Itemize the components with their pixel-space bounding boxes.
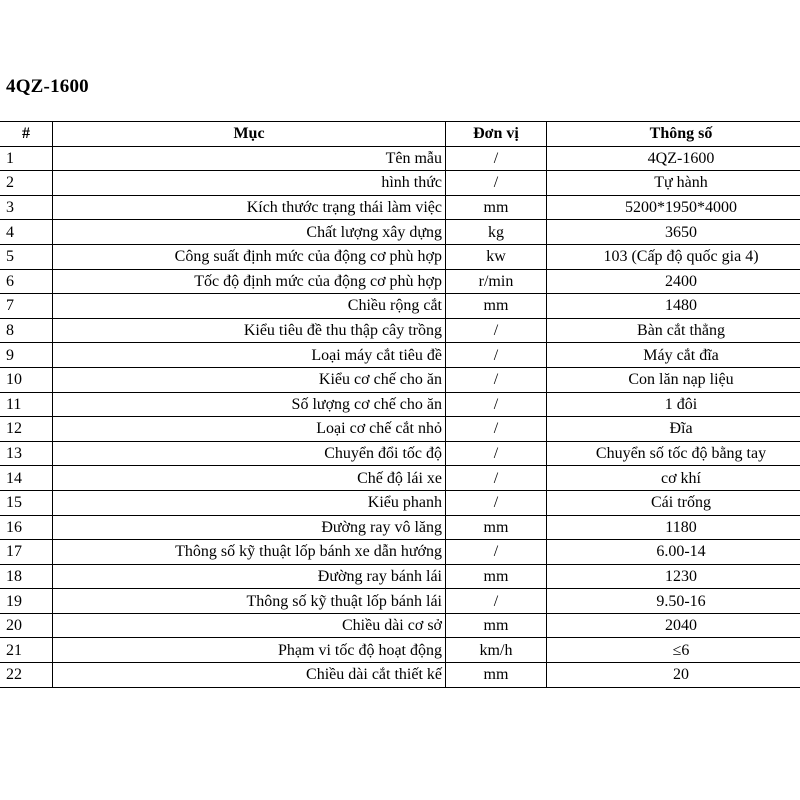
row-index: 2 [0, 171, 53, 196]
table-row [0, 171, 800, 196]
row-index: 22 [0, 663, 53, 688]
row-unit: / [446, 540, 547, 565]
row-unit: / [446, 589, 547, 614]
table-row [0, 490, 800, 515]
row-unit: / [446, 490, 547, 515]
row-unit: kg [446, 220, 547, 245]
row-index: 5 [0, 244, 53, 269]
table-row [0, 343, 800, 368]
row-item: Công suất định mức của động cơ phù hợp [53, 244, 446, 269]
spec-table [0, 121, 800, 688]
row-value: ≤6 [547, 638, 800, 663]
row-unit: mm [446, 294, 547, 319]
row-item: Chế độ lái xe [53, 466, 446, 491]
row-index: 14 [0, 466, 53, 491]
row-unit: / [446, 171, 547, 196]
row-item: hình thức [53, 171, 446, 196]
row-value: Con lăn nạp liệu [547, 367, 800, 392]
row-item: Tốc độ định mức của động cơ phù hợp [53, 269, 446, 294]
row-value: 5200*1950*4000 [547, 195, 800, 220]
row-index: 1 [0, 146, 53, 171]
table-row [0, 638, 800, 663]
table-row [0, 515, 800, 540]
row-index: 16 [0, 515, 53, 540]
row-unit: mm [446, 613, 547, 638]
row-value: 1 đôi [547, 392, 800, 417]
row-value: Bàn cắt thẳng [547, 318, 800, 343]
row-index: 8 [0, 318, 53, 343]
row-value: 4QZ-1600 [547, 146, 800, 171]
table-row [0, 663, 800, 688]
row-item: Chất lượng xây dựng [53, 220, 446, 245]
row-item: Đường ray bánh lái [53, 564, 446, 589]
row-item: Chiều dài cắt thiết kế [53, 663, 446, 688]
row-value: 2400 [547, 269, 800, 294]
table-row [0, 392, 800, 417]
row-index: 6 [0, 269, 53, 294]
row-unit: mm [446, 564, 547, 589]
row-item: Kích thước trạng thái làm việc [53, 195, 446, 220]
row-value: 20 [547, 663, 800, 688]
row-index: 3 [0, 195, 53, 220]
row-item: Số lượng cơ chế cho ăn [53, 392, 446, 417]
row-unit: / [446, 367, 547, 392]
row-unit: mm [446, 195, 547, 220]
table-row [0, 195, 800, 220]
row-unit: km/h [446, 638, 547, 663]
row-value: 103 (Cấp độ quốc gia 4) [547, 244, 800, 269]
row-unit: / [446, 392, 547, 417]
row-value: 2040 [547, 613, 800, 638]
row-item: Thông số kỹ thuật lốp bánh lái [53, 589, 446, 614]
row-item: Kiểu tiêu đề thu thập cây trồng [53, 318, 446, 343]
row-unit: / [446, 146, 547, 171]
row-index: 15 [0, 490, 53, 515]
row-index: 7 [0, 294, 53, 319]
row-item: Đường ray vô lăng [53, 515, 446, 540]
row-value: Đĩa [547, 417, 800, 442]
row-item: Loại cơ chế cắt nhỏ [53, 417, 446, 442]
row-value: Chuyển số tốc độ bằng tay [547, 441, 800, 466]
row-value: Máy cắt đĩa [547, 343, 800, 368]
row-item: Phạm vi tốc độ hoạt động [53, 638, 446, 663]
row-index: 19 [0, 589, 53, 614]
row-item: Tên mẫu [53, 146, 446, 171]
row-index: 10 [0, 367, 53, 392]
header-value: Thông số [547, 122, 800, 147]
row-value: Cái trống [547, 490, 800, 515]
row-index: 13 [0, 441, 53, 466]
row-unit: kw [446, 244, 547, 269]
row-unit: / [446, 417, 547, 442]
table-body [0, 146, 800, 687]
row-index: 9 [0, 343, 53, 368]
row-item: Kiểu cơ chế cho ăn [53, 367, 446, 392]
table-row [0, 146, 800, 171]
row-item: Chiều rộng cắt [53, 294, 446, 319]
row-value: Tự hành [547, 171, 800, 196]
row-unit: / [446, 441, 547, 466]
table-row [0, 441, 800, 466]
row-value: cơ khí [547, 466, 800, 491]
table-row [0, 466, 800, 491]
row-value: 3650 [547, 220, 800, 245]
row-unit: mm [446, 515, 547, 540]
row-unit: r/min [446, 269, 547, 294]
table-row [0, 613, 800, 638]
table-row [0, 244, 800, 269]
row-index: 18 [0, 564, 53, 589]
table-header-row [0, 122, 800, 147]
row-unit: / [446, 318, 547, 343]
table-row [0, 269, 800, 294]
table-row [0, 589, 800, 614]
header-unit: Đơn vị [446, 122, 547, 147]
row-index: 20 [0, 613, 53, 638]
header-item: Mục [53, 122, 446, 147]
table-row [0, 294, 800, 319]
row-value: 1180 [547, 515, 800, 540]
row-index: 17 [0, 540, 53, 565]
row-value: 6.00-14 [547, 540, 800, 565]
row-item: Loại máy cắt tiêu đề [53, 343, 446, 368]
table-row [0, 540, 800, 565]
header-index: # [0, 122, 53, 147]
row-item: Chiều dài cơ sở [53, 613, 446, 638]
row-value: 1480 [547, 294, 800, 319]
row-index: 12 [0, 417, 53, 442]
row-value: 1230 [547, 564, 800, 589]
table-row [0, 564, 800, 589]
row-index: 11 [0, 392, 53, 417]
row-value: 9.50-16 [547, 589, 800, 614]
row-unit: / [446, 343, 547, 368]
document-title: 4QZ-1600 [6, 76, 89, 97]
row-unit: mm [446, 663, 547, 688]
table-row [0, 220, 800, 245]
row-unit: / [446, 466, 547, 491]
table-row [0, 318, 800, 343]
row-index: 4 [0, 220, 53, 245]
table-row [0, 417, 800, 442]
row-item: Kiểu phanh [53, 490, 446, 515]
table-row [0, 367, 800, 392]
row-index: 21 [0, 638, 53, 663]
row-item: Chuyển đổi tốc độ [53, 441, 446, 466]
row-item: Thông số kỹ thuật lốp bánh xe dẫn hướng [53, 540, 446, 565]
